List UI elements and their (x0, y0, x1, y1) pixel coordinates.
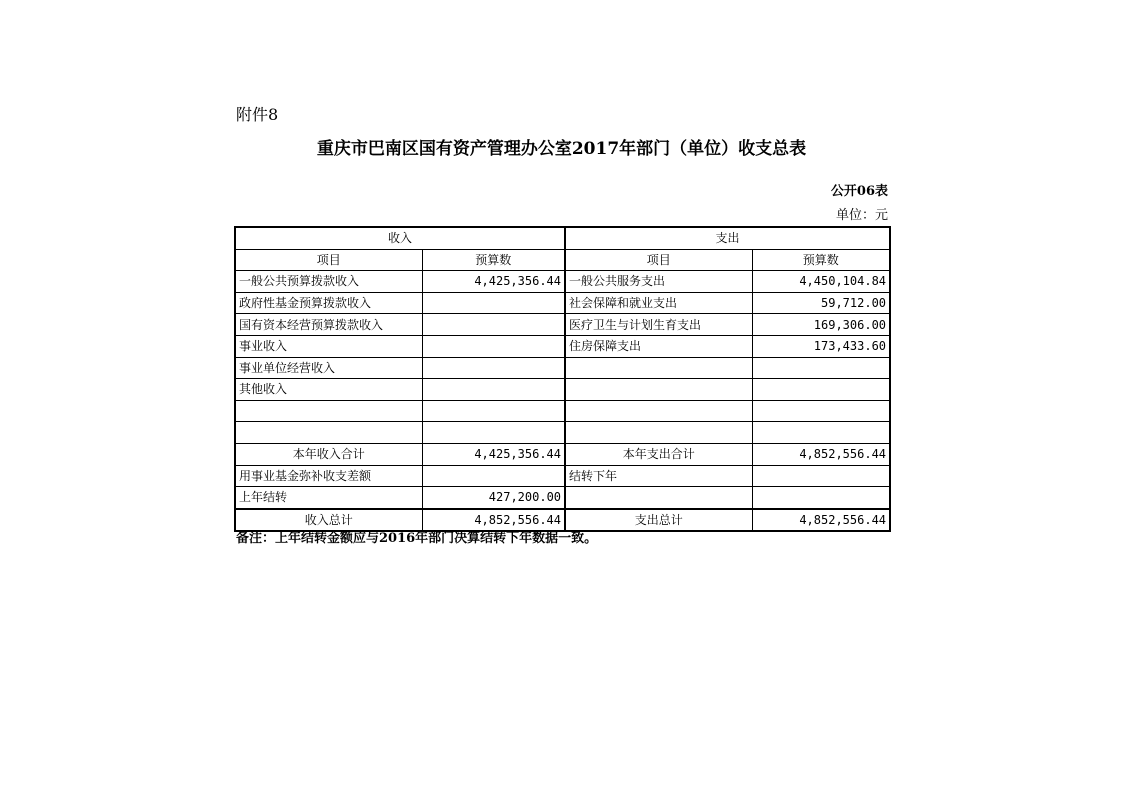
page-title: 重庆市巴南区国有资产管理办公室2017年部门（单位）收支总表 (316, 139, 807, 159)
income-amount: 4,425,356.44 (422, 271, 565, 293)
year-expense-total-label: 本年支出合计 (565, 443, 752, 465)
income-item: 事业收入 (235, 335, 422, 357)
table-row (235, 379, 890, 401)
income-item (235, 422, 422, 444)
income-amount (422, 400, 565, 422)
unit-label: 单位：元 (835, 208, 888, 223)
expense-amount (752, 487, 890, 509)
expense-item: 住房保障支出 (565, 335, 752, 357)
table-row (235, 314, 890, 336)
table-subheader-row (235, 249, 890, 271)
attachment-label: 附件8 (236, 105, 279, 124)
income-item: 一般公共预算拨款收入 (235, 271, 422, 293)
carry-forward-next-label: 结转下年 (565, 465, 752, 487)
expense-grand-total-label: 支出总计 (565, 509, 752, 532)
income-item: 国有资本经营预算拨款收入 (235, 314, 422, 336)
expense-item: 一般公共服务支出 (565, 271, 752, 293)
income-header: 收入 (235, 227, 565, 249)
income-amount (422, 357, 565, 379)
expense-amount: 169,306.00 (752, 314, 890, 336)
income-item-header: 项目 (235, 249, 422, 271)
table-row (235, 335, 890, 357)
expense-amount: 4,450,104.84 (752, 271, 890, 293)
year-expense-total: 4,852,556.44 (752, 443, 890, 465)
income-item: 政府性基金预算拨款收入 (235, 292, 422, 314)
table-row (235, 422, 890, 444)
income-amount (422, 422, 565, 444)
income-grand-total: 4,852,556.44 (422, 509, 565, 532)
expense-item: 医疗卫生与计划生育支出 (565, 314, 752, 336)
carry-forward-next-amount (752, 465, 890, 487)
expense-item: 社会保障和就业支出 (565, 292, 752, 314)
fund-supplement-amount (422, 465, 565, 487)
expense-item (565, 357, 752, 379)
table-code: 公开06表 (830, 184, 888, 199)
prev-carryover-amount: 427,200.00 (422, 487, 565, 509)
expense-amount (752, 379, 890, 401)
income-item: 其他收入 (235, 379, 422, 401)
expense-header: 支出 (565, 227, 890, 249)
expense-amount (752, 422, 890, 444)
table-header-row (235, 227, 890, 249)
expense-item-header: 项目 (565, 249, 752, 271)
table-row (235, 465, 890, 487)
table-row (235, 400, 890, 422)
income-amount (422, 314, 565, 336)
expense-item (565, 400, 752, 422)
income-amount (422, 379, 565, 401)
expense-grand-total: 4,852,556.44 (752, 509, 890, 532)
footnote: 备注：上年结转金额应与2016年部门决算结转下年数据一致。 (236, 531, 598, 546)
fund-supplement-label: 用事业基金弥补收支差额 (235, 465, 422, 487)
income-item: 事业单位经营收入 (235, 357, 422, 379)
year-income-total: 4,425,356.44 (422, 443, 565, 465)
expense-amount (752, 357, 890, 379)
income-amount (422, 335, 565, 357)
income-item (235, 400, 422, 422)
table-row (235, 487, 890, 509)
income-grand-total-label: 收入总计 (235, 509, 422, 532)
budget-table (234, 226, 891, 532)
prev-carryover-label: 上年结转 (235, 487, 422, 509)
expense-amount (752, 400, 890, 422)
year-total-row (235, 443, 890, 465)
table-row (235, 357, 890, 379)
expense-item (565, 422, 752, 444)
expense-amount: 59,712.00 (752, 292, 890, 314)
income-budget-header: 预算数 (422, 249, 565, 271)
expense-item (565, 487, 752, 509)
expense-budget-header: 预算数 (752, 249, 890, 271)
expense-amount: 173,433.60 (752, 335, 890, 357)
income-amount (422, 292, 565, 314)
expense-item (565, 379, 752, 401)
year-income-total-label: 本年收入合计 (235, 443, 422, 465)
table-row (235, 271, 890, 293)
table-row (235, 292, 890, 314)
